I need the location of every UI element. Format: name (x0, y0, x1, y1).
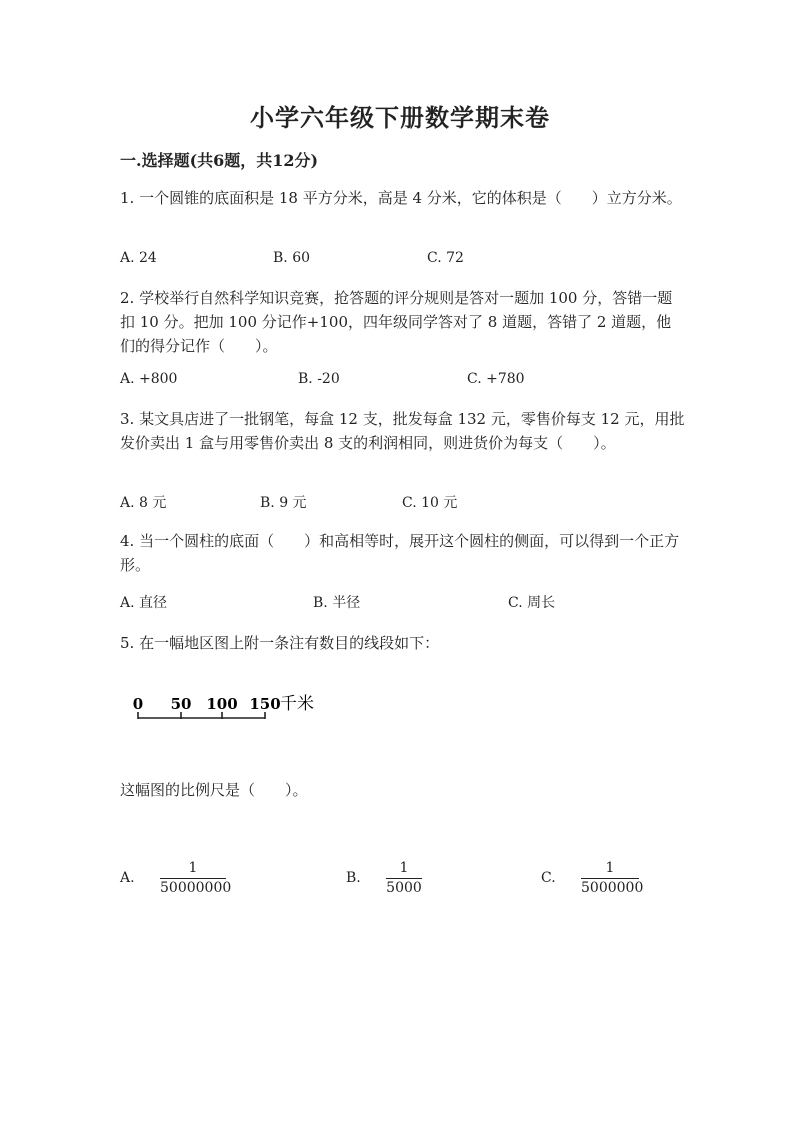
q3-option-c: C. 10 元 (402, 495, 458, 511)
q1-option-a: A. 24 (120, 250, 157, 266)
fraction-bar (160, 878, 226, 879)
q3-option-b: B. 9 元 (260, 495, 307, 511)
question-5-followup: 这幅图的比例尺是（ ）。 (120, 781, 308, 799)
fraction-denominator: 50000000 (160, 880, 232, 896)
q5-option-b-letter: B. (346, 870, 361, 886)
q4-option-c: C. 周长 (508, 595, 556, 611)
q5-option-c-fraction (581, 860, 644, 897)
question-5-text: 5. 在一幅地区图上附一条注有数目的线段如下： (120, 634, 440, 652)
fraction-denominator: 5000 (386, 880, 422, 896)
q1-option-b: B. 60 (273, 250, 311, 266)
fraction-numerator: 1 (605, 860, 615, 876)
fraction-numerator: 1 (188, 860, 198, 876)
question-2-text: 2. 学校举行自然科学知识竞赛，抢答题的评分规则是答对一题加 100 分，答错一题扣 10 分。把加 100 分记作+100，四年级同学答对了 8 道题，答错了 2 道题，他们的得分记作（ ）。 (120, 289, 673, 355)
q2-option-b: B. -20 (298, 371, 340, 387)
q3-option-a: A. 8 元 (120, 495, 167, 511)
section-heading: 一.选择题(共6题，共12分) (120, 151, 319, 170)
q2-option-a: A. +800 (120, 371, 178, 387)
q4-option-a: A. 直径 (120, 595, 168, 611)
q5-option-a-fraction (160, 860, 232, 897)
scale-tick-label: 0 (132, 695, 144, 713)
q5-option-b-fraction (386, 860, 422, 897)
scale-tick-label: 100 (206, 695, 238, 713)
q1-option-c: C. 72 (427, 250, 464, 266)
question-1-text: 1. 一个圆锥的底面积是 18 平方分米，高是 4 分米，它的体积是（ ）立方分米。 (120, 189, 682, 207)
scale-bar (120, 685, 340, 730)
fraction-numerator: 1 (399, 860, 409, 876)
scale-tick-label: 150 (249, 695, 281, 713)
fraction-bar (581, 878, 639, 879)
q2-option-c: C. +780 (467, 371, 525, 387)
question-3-text: 3. 某文具店进了一批钢笔，每盒 12 支，批发每盒 132 元，零售价每支 12 元，用批发价卖出 1 盒与用零售价卖出 8 支的利润相同，则进货价为每支（ ）。 (120, 410, 685, 452)
q5-option-c-letter: C. (541, 870, 556, 886)
question-4-text: 4. 当一个圆柱的底面（ ）和高相等时，展开这个圆柱的侧面，可以得到一个正方形。 (120, 532, 680, 574)
fraction-bar (386, 878, 422, 879)
q4-option-b: B. 半径 (313, 595, 361, 611)
scale-tick-label: 50 (170, 695, 192, 713)
page-title: 小学六年级下册数学期末卷 (250, 103, 550, 132)
q5-option-a-letter: A. (120, 870, 135, 886)
fraction-denominator: 5000000 (581, 880, 644, 896)
scale-unit-label: 千米 (280, 694, 314, 714)
